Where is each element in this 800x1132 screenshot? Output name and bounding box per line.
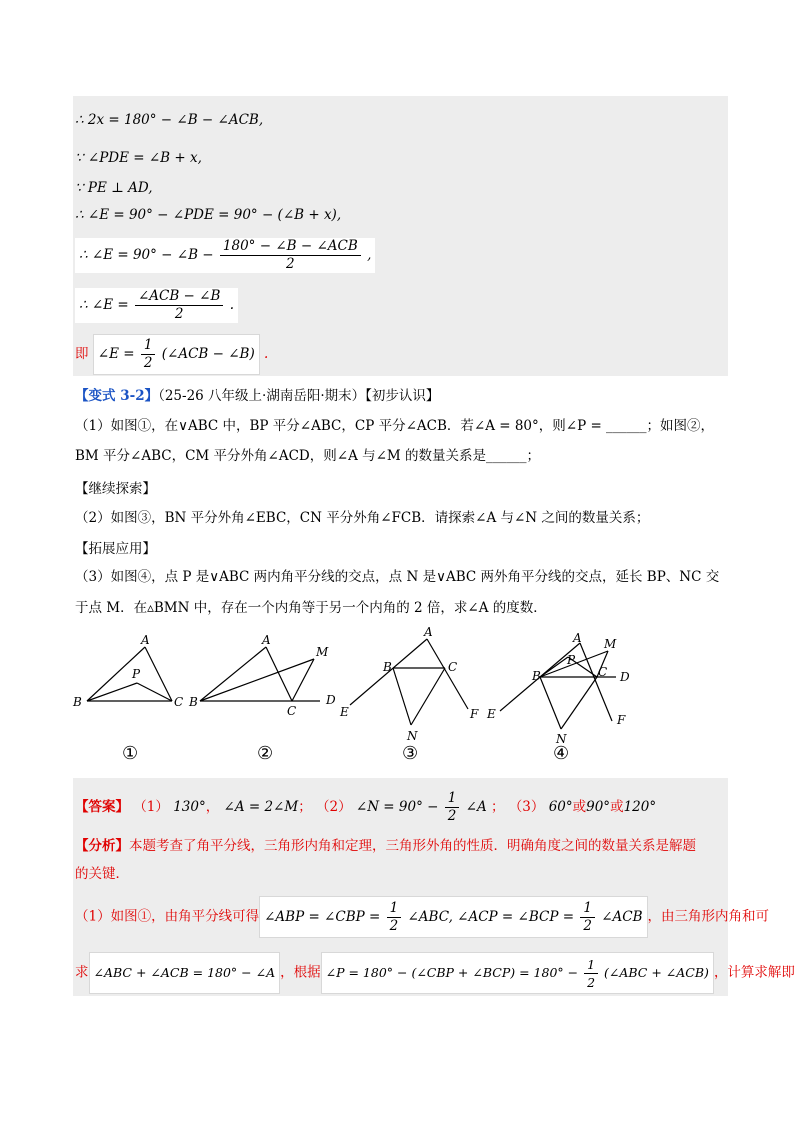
math-text: (∠ABC + ∠ACB) xyxy=(604,965,709,980)
analysis-text: （1）如图①，由角平分线可得 xyxy=(75,908,260,925)
vertex-label: P xyxy=(567,653,576,667)
analysis-line: 的关键． xyxy=(75,866,129,882)
answer-value: 120° xyxy=(623,799,657,815)
vertex-label: A xyxy=(262,633,271,647)
math-text: ∠E = xyxy=(97,346,135,362)
fraction xyxy=(584,956,598,991)
math-text: ∴ ∠E = xyxy=(79,297,129,313)
solution-line: ∵ ∠PDE = ∠B + x, xyxy=(75,150,202,166)
analysis-line xyxy=(75,838,696,854)
fraction-numerator: 1 xyxy=(580,900,595,918)
analysis-text: ，计算求解即 xyxy=(713,964,795,981)
vertex-label: A xyxy=(141,633,150,647)
answer-value xyxy=(355,790,491,824)
fraction-denominator: 2 xyxy=(389,918,399,934)
fraction-numerator: 1 xyxy=(141,337,156,355)
math-box xyxy=(93,334,260,375)
math-text: . xyxy=(264,346,269,362)
fraction xyxy=(141,337,156,372)
section-heading: 【拓展应用】 xyxy=(75,541,156,557)
math-text: . xyxy=(229,297,234,313)
variant-tag: 【变式 3-2】 xyxy=(75,388,159,404)
vertex-label: M xyxy=(316,645,329,659)
answer-value: ∠A = 2∠M xyxy=(223,799,299,815)
vertex-label: B xyxy=(383,660,392,674)
vertex-label: M xyxy=(604,637,617,651)
math-box xyxy=(321,952,714,994)
fraction-numerator: ∠ACB − ∠B xyxy=(135,288,223,306)
analysis-text: 本题考查了角平分线，三角形内角和定理，三角形外角的性质．明确角度之间的数量关系是解题 xyxy=(129,838,696,854)
vertex-label: D xyxy=(620,670,630,684)
vertex-label: N xyxy=(556,732,567,746)
fraction-denominator: 2 xyxy=(143,355,153,371)
vertex-label: C xyxy=(448,660,458,674)
figures-area xyxy=(0,625,800,775)
math-text: ∠ACB xyxy=(601,909,643,925)
problem-text: （3）如图④，点 P 是∨ABC 两内角平分线的交点，点 N 是∨ABC 两外角平分线的交点，延长 BP、NC 交 xyxy=(75,569,720,585)
vertex-label: D xyxy=(326,693,336,707)
fraction-numerator: 1 xyxy=(445,790,460,808)
answer-part-label: （3） xyxy=(508,799,545,815)
vertex-label: F xyxy=(617,713,626,727)
math-text: ∴ ∠E = 90° − ∠B − xyxy=(79,247,214,263)
figure-number: ① xyxy=(122,743,139,764)
vertex-label: A xyxy=(573,631,582,645)
fraction-numerator: 1 xyxy=(387,900,402,918)
figure-number: ④ xyxy=(553,743,570,764)
math-text: (∠ACB − ∠B) xyxy=(161,346,255,362)
math-text: ∠P = 180° − (∠CBP + ∠BCP) = 180° − xyxy=(325,965,579,980)
vertex-label: C xyxy=(287,704,297,718)
connector: 或 xyxy=(572,799,587,815)
answer-value: 130° xyxy=(173,799,206,815)
solution-line xyxy=(75,334,268,375)
vertex-label: A xyxy=(424,625,433,639)
fraction-numerator: 180° − ∠B − ∠ACB xyxy=(220,238,361,256)
punctuation: ； xyxy=(491,799,505,815)
fraction-numerator: 1 xyxy=(584,956,598,974)
problem-header xyxy=(75,388,439,404)
solution-line: ∵ PE ⊥ AD, xyxy=(75,180,153,196)
math-text: ∠ACP = ∠BCP = xyxy=(457,909,575,925)
analysis-text: ，由三角形内角和可 xyxy=(647,908,770,925)
analysis-text: 求 xyxy=(75,964,89,981)
vertex-label: N xyxy=(407,729,418,743)
fraction-denominator: 2 xyxy=(174,306,184,322)
problem-text: 于点 M．在▵BMN 中，存在一个内角等于另一个内角的 2 倍，求∠A 的度数． xyxy=(75,600,547,616)
connector: 或 xyxy=(610,799,624,815)
section-heading: 【继续探索】 xyxy=(75,481,156,497)
math-text: ∠ABP = ∠CBP = xyxy=(264,909,381,925)
vertex-label: B xyxy=(73,695,82,709)
vertex-label: E xyxy=(487,707,496,721)
vertex-label: F xyxy=(470,707,479,721)
math-text: ∠A xyxy=(465,799,487,815)
vertex-label: B xyxy=(189,695,198,709)
vertex-label: B xyxy=(532,669,541,683)
answer-part-label: （2） xyxy=(316,799,352,815)
problem-text: （2）如图③，BN 平分外角∠EBC，CN 平分外角∠FCB．请探索∠A 与∠N 之间的数量关系； xyxy=(75,510,650,526)
math-box xyxy=(259,896,647,938)
solution-line: ∴ ∠E = 90° − ∠PDE = 90° − (∠B + x), xyxy=(75,207,342,223)
punctuation: ； xyxy=(298,799,312,815)
fraction xyxy=(580,900,595,935)
answer-value: 90° xyxy=(586,799,611,815)
vertex-label: C xyxy=(174,695,184,709)
answer-part-label: （1） xyxy=(133,799,169,815)
fraction-denominator: 2 xyxy=(447,808,457,824)
fraction-denominator: 2 xyxy=(587,975,596,990)
fraction-denominator: 2 xyxy=(583,918,592,934)
solution-line: ∴ 2x = 180° − ∠B − ∠ACB, xyxy=(75,112,264,128)
figure-number: ② xyxy=(257,743,274,764)
math-box: ∠ABC + ∠ACB = 180° − ∠A xyxy=(89,952,281,994)
math-text: ∠N = 90° − xyxy=(355,799,439,815)
fraction-denominator: 2 xyxy=(286,256,295,272)
vertex-label: C xyxy=(598,665,608,679)
problem-source: （25-26 八年级上·湖南岳阳·期末）【初步认识】 xyxy=(158,388,440,404)
answer-line xyxy=(75,790,656,825)
conclusion-label: 即 xyxy=(75,346,89,362)
figure-number: ③ xyxy=(402,743,419,764)
math-text: , xyxy=(367,247,372,263)
fraction xyxy=(135,288,223,323)
analysis-text: ，根据 xyxy=(280,964,321,981)
solution-line xyxy=(75,288,238,323)
math-text: ∠ABC, xyxy=(407,909,453,925)
problem-text: （1）如图①，在∨ABC 中，BP 平分∠ABC，CP 平分∠ACB．若∠A = 80°，则∠P = ______；如图②， xyxy=(75,418,715,434)
punctuation: ， xyxy=(205,799,220,815)
solution-line xyxy=(75,238,375,273)
fraction xyxy=(445,790,460,825)
vertex-label: P xyxy=(132,667,141,681)
geometry-figures xyxy=(0,625,800,775)
problem-text: BM 平分∠ABC，CM 平分外角∠ACD，则∠A 与∠M 的数量关系是______； xyxy=(75,448,541,464)
analysis-step xyxy=(75,896,769,938)
fraction xyxy=(220,238,361,273)
answer-tag: 【答案】 xyxy=(75,799,129,815)
fraction xyxy=(387,900,402,935)
vertex-label: E xyxy=(340,705,349,719)
answer-value: 60° xyxy=(548,799,573,815)
analysis-step xyxy=(75,952,795,994)
analysis-tag: 【分析】 xyxy=(75,838,129,854)
